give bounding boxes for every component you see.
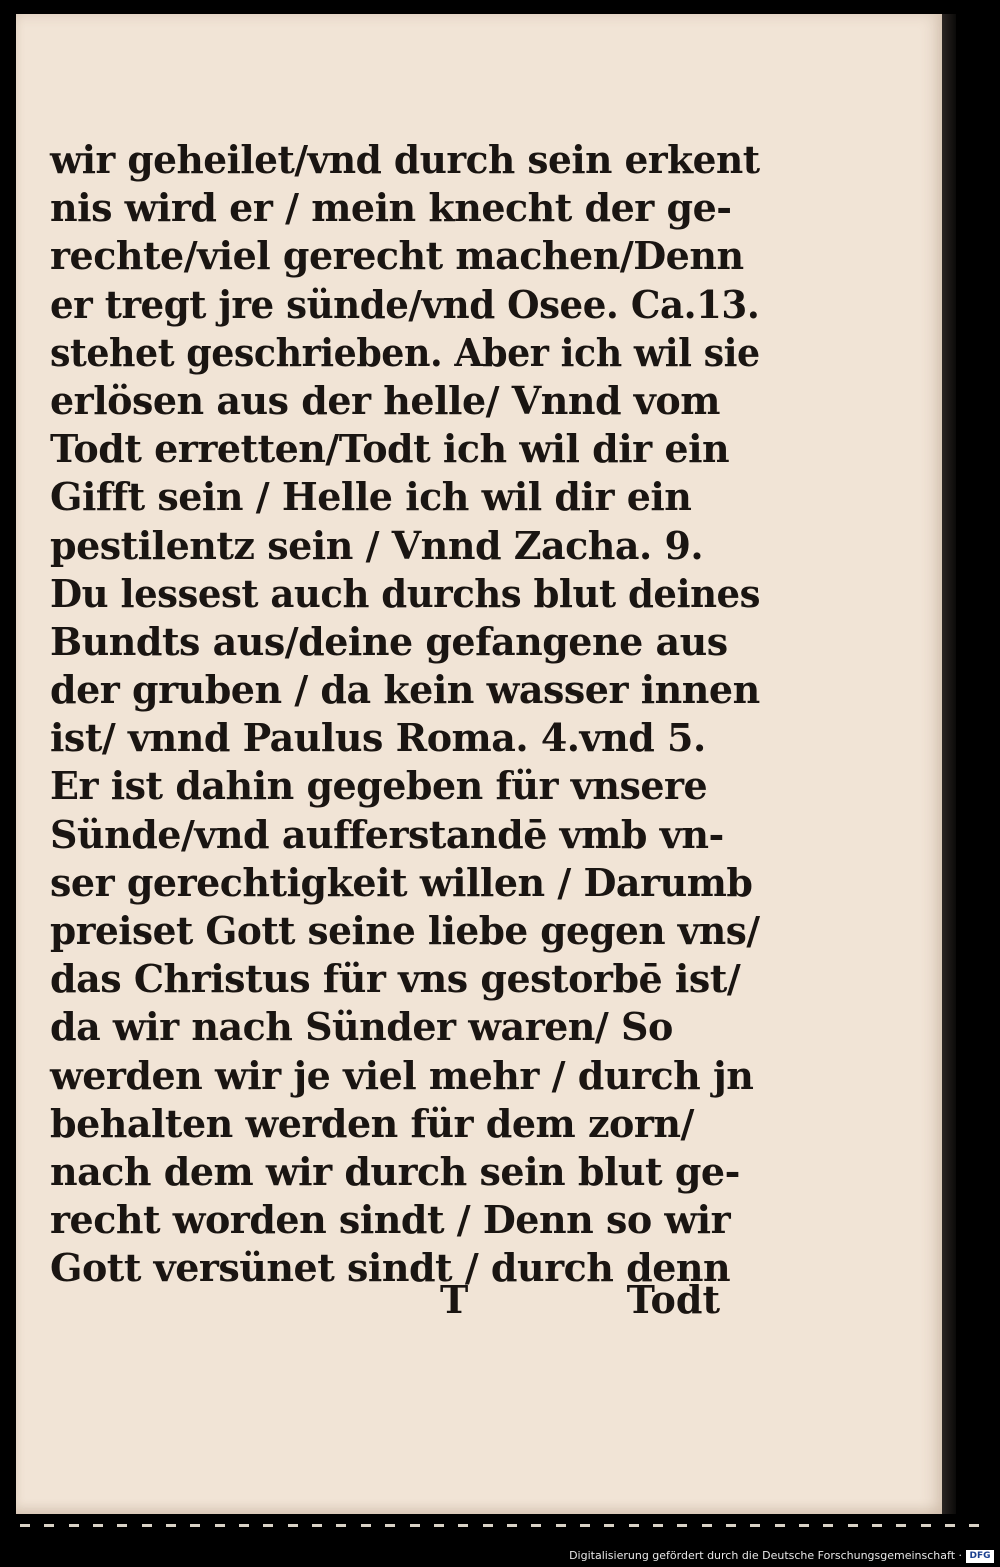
text-line-16: ser gerechtigkeit willen / Darumb: [50, 859, 753, 905]
text-line-2: nis wird er / mein knecht der ge-: [50, 185, 732, 231]
text-line-7: Todt erretten/Todt ich wil dir ein: [50, 426, 730, 472]
text-line-22: nach dem wir durch sein blut ge-: [50, 1148, 740, 1194]
text-line-10: Du lessest auch durchs blut deines: [50, 570, 761, 616]
film-perforation: [20, 1520, 980, 1532]
text-line-23: recht worden sindt / Denn so wir: [50, 1197, 731, 1243]
text-line-11: Bundts aus/deine gefangene aus: [50, 618, 728, 664]
text-line-19: da wir nach Sünder waren/ So: [50, 1004, 673, 1050]
text-line-3: rechte/viel gerecht machen/Denn: [50, 233, 744, 279]
funding-credit: Digitalisierung gefördert durch die Deutsche Forschungsgemeinschaft ·: [569, 1549, 962, 1562]
text-line-18: das Christus für vns gestorbē ist/: [50, 956, 741, 1002]
text-line-15: Sünde/vnd aufferstandē vmb vn-: [50, 811, 724, 857]
page-text-block: [50, 136, 760, 1293]
text-line-12: der gruben / da kein wasser innen: [50, 667, 760, 713]
page-edge-shadow: [942, 14, 956, 1514]
page-footer-marks: [440, 1276, 720, 1324]
text-line-9: pestilentz sein / Vnnd Zacha. 9.: [50, 522, 704, 568]
catchword: Todt: [626, 1277, 720, 1322]
dfg-logo-icon: DFG: [966, 1550, 994, 1563]
text-line-17: preiset Gott seine liebe gegen vns/: [50, 908, 760, 953]
text-line-1: wir geheilet/vnd durch sein erkent: [50, 137, 760, 182]
text-line-8: Gifft sein / Helle ich wil dir ein: [50, 474, 692, 520]
text-line-24: Gott versünet sindt / durch denn: [50, 1245, 731, 1291]
text-line-4: er tregt jre sünde/vnd Osee. Ca.13.: [50, 281, 760, 327]
text-line-14: Er ist dahin gegeben für vnsere: [50, 763, 708, 809]
text-line-21: behalten werden für dem zorn/: [50, 1100, 694, 1146]
text-line-6: erlösen aus der helle/ Vnnd vom: [50, 377, 720, 423]
text-line-13: ist/ vnnd Paulus Roma. 4.vnd 5.: [50, 715, 706, 761]
signature-mark: T: [440, 1277, 469, 1322]
text-line-5: stehet geschrieben. Aber ich wil sie: [50, 329, 760, 375]
text-line-20: werden wir je viel mehr / durch jn: [50, 1052, 754, 1098]
